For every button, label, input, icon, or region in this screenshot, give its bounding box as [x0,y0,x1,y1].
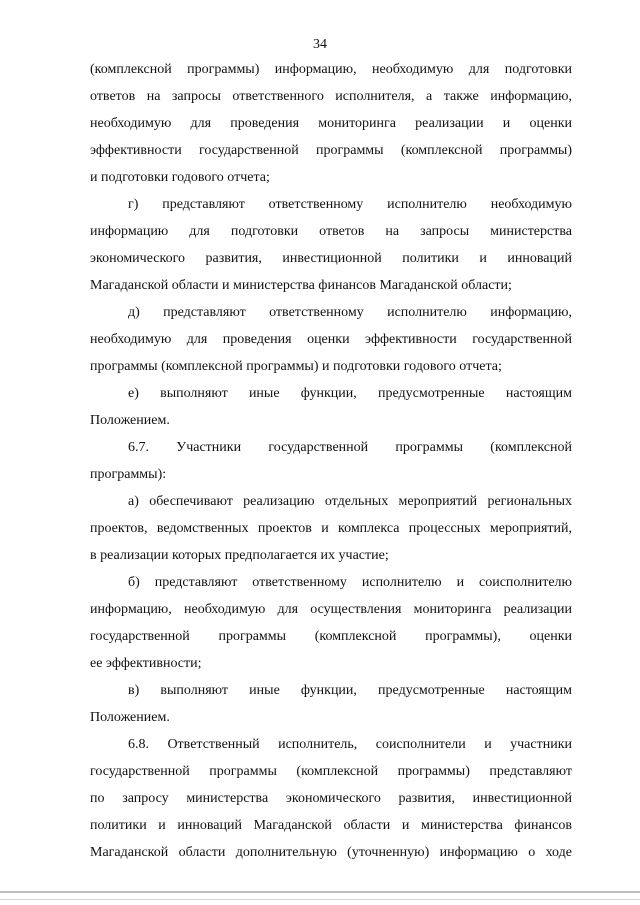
text-line: а) обеспечивают реализацию отдельных мероприятий региональных [128,494,572,509]
page-bottom-edge-shadow [0,899,640,900]
text-line: Магаданской области и министерства финансов Магаданской области; [90,278,512,293]
page-bottom-edge [0,891,640,893]
paragraph-section-6-8 [90,731,572,866]
text-line: экономического развития, инвестиционной политики и инноваций [90,251,572,266]
page-number: 34 [313,37,327,52]
text-line: необходимую для проведения оценки эффективности государственной [90,332,572,347]
text-line: программы (комплексной программы) и подготовки годового отчета; [90,359,502,374]
paragraph-continuation [90,56,572,191]
paragraph-item-g [90,191,572,299]
text-line: информацию для подготовки ответов на запросы министерства [90,224,572,239]
text-line: информацию, необходимую для осуществления мониторинга реализации [90,602,572,617]
text-line: и подготовки годового отчета; [90,170,270,185]
text-line: проектов, ведомственных проектов и комплекса процессных мероприятий, [90,521,572,536]
text-line: в) выполняют иные функции, предусмотренные настоящим [128,683,572,698]
paragraph-item-b [90,569,572,677]
text-line: государственной программы (комплексной программы), оценки [90,629,572,644]
text-line: ее эффективности; [90,656,202,671]
text-line: государственной программы (комплексной программы) представляют [90,764,572,779]
text-line: программы): [90,467,167,482]
text-line: 6.8. Ответственный исполнитель, соисполнители и участники [128,737,572,752]
text-line: Магаданской области дополнительную (уточненную) информацию о ходе [90,845,572,860]
text-line: 6.7. Участники государственной программы (комплексной [128,440,572,455]
text-line: эффективности государственной программы (комплексной программы) [90,143,572,158]
text-line: по запросу министерства экономического развития, инвестиционной [90,791,572,806]
paragraph-item-e [90,380,572,434]
text-line: б) представляют ответственному исполнителю и соисполнителю [128,575,572,590]
paragraph-section-6-7 [90,434,572,488]
text-line: г) представляют ответственному исполнителю необходимую [128,197,572,212]
text-line: е) выполняют иные функции, предусмотренные настоящим [128,386,572,401]
text-line: в реализации которых предполагается их участие; [90,548,389,563]
text-line: ответов на запросы ответственного исполнителя, а также информацию, [90,89,572,104]
paragraph-item-a [90,488,572,569]
text-line: д) представляют ответственному исполнителю информацию, [128,305,572,320]
text-line: (комплексной программы) информацию, необходимую для подготовки [90,62,572,77]
document-body [90,56,572,866]
paragraph-item-v [90,677,572,731]
text-line: Положением. [90,710,170,725]
text-line: политики и инноваций Магаданской области и министерства финансов [90,818,572,833]
paragraph-item-d [90,299,572,380]
text-line: Положением. [90,413,170,428]
text-line: необходимую для проведения мониторинга реализации и оценки [90,116,572,131]
